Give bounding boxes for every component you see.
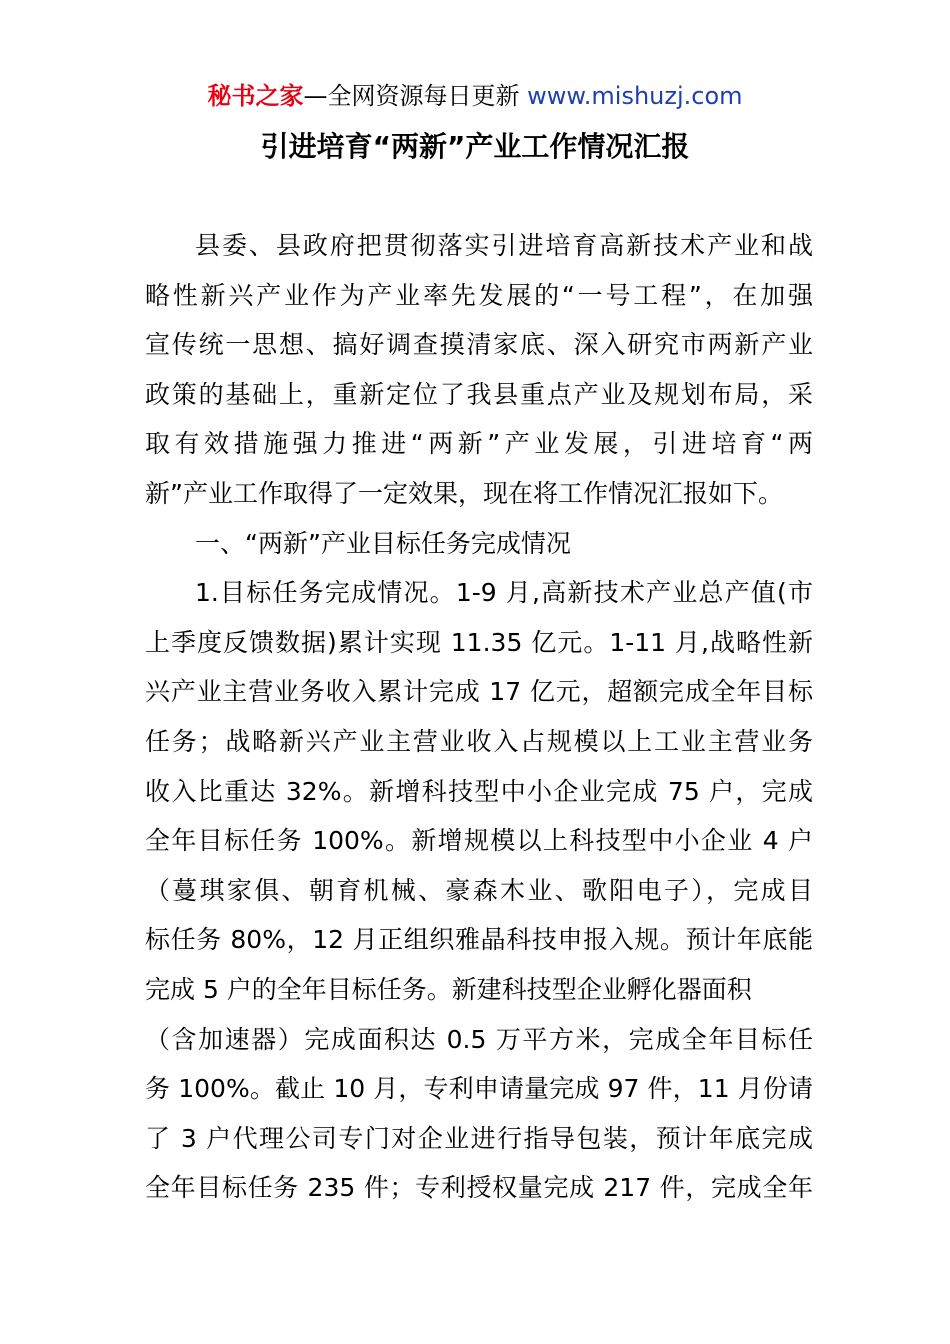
document-body [145, 221, 813, 1213]
site-brand: 秘书之家 [207, 82, 304, 110]
text-line: 政策的基础上，重新定位了我县重点产业及规划布局，采 [145, 379, 813, 409]
site-slogan: —全网资源每日更新 [303, 82, 520, 110]
text-line: 务 100%。截止 10 月，专利申请量完成 97 件，11 月份请 [145, 1074, 813, 1104]
text-line: 取有效措施强力推进“两新”产业发展，引进培育“两 [145, 429, 813, 459]
document-title: 引进培育“两新”产业工作情况汇报 [260, 130, 690, 163]
text-line: 任务；战略新兴产业主营业收入占规模以上工业主营业务 [145, 726, 813, 756]
text-line: （蔓琪家俱、朝育机械、豪森木业、歌阳电子），完成目 [145, 875, 813, 905]
text-line: 兴产业主营业务收入累计完成 17 亿元，超额完成全年目标 [145, 677, 813, 707]
text-line: 县委、县政府把贯彻落实引进培育高新技术产业和战 [195, 231, 813, 260]
site-header [0, 80, 950, 112]
text-line: 上季度反馈数据)累计实现 11.35 亿元。1-11 月,战略性新 [145, 627, 813, 657]
text-line: 完成 5 户的全年目标任务。新建科技型企业孵化器面积 [145, 974, 752, 1004]
text-line: 了 3 户代理公司专门对企业进行指导包装，预计年底完成 [145, 1123, 813, 1153]
text-line: 全年目标任务 235 件；专利授权量完成 217 件，完成全年 [145, 1173, 813, 1203]
text-line: 收入比重达 32%。新增科技型中小企业完成 75 户，完成 [145, 776, 813, 806]
text-line: 1.目标任务完成情况。1-9 月,高新技术产业总产值(市 [195, 578, 813, 608]
text-line: 新”产业工作取得了一定效果，现在将工作情况汇报如下。 [145, 478, 783, 508]
text-line: 标任务 80%，12 月正组织雅晶科技申报入规。预计年底能 [145, 925, 813, 955]
section-heading: 一、“两新”产业目标任务完成情况 [195, 528, 571, 558]
text-line: （含加速器）完成面积达 0.5 万平方米，完成全年目标任 [145, 1024, 813, 1054]
text-line: 宣传统一思想、搞好调查摸清家底、深入研究市两新产业 [145, 330, 813, 360]
text-line: 略性新兴产业作为产业率先发展的“一号工程”，在加强 [145, 280, 813, 310]
text-line: 全年目标任务 100%。新增规模以上科技型中小企业 4 户 [145, 826, 813, 856]
site-url-link[interactable]: www.mishuzj.com [527, 82, 743, 110]
